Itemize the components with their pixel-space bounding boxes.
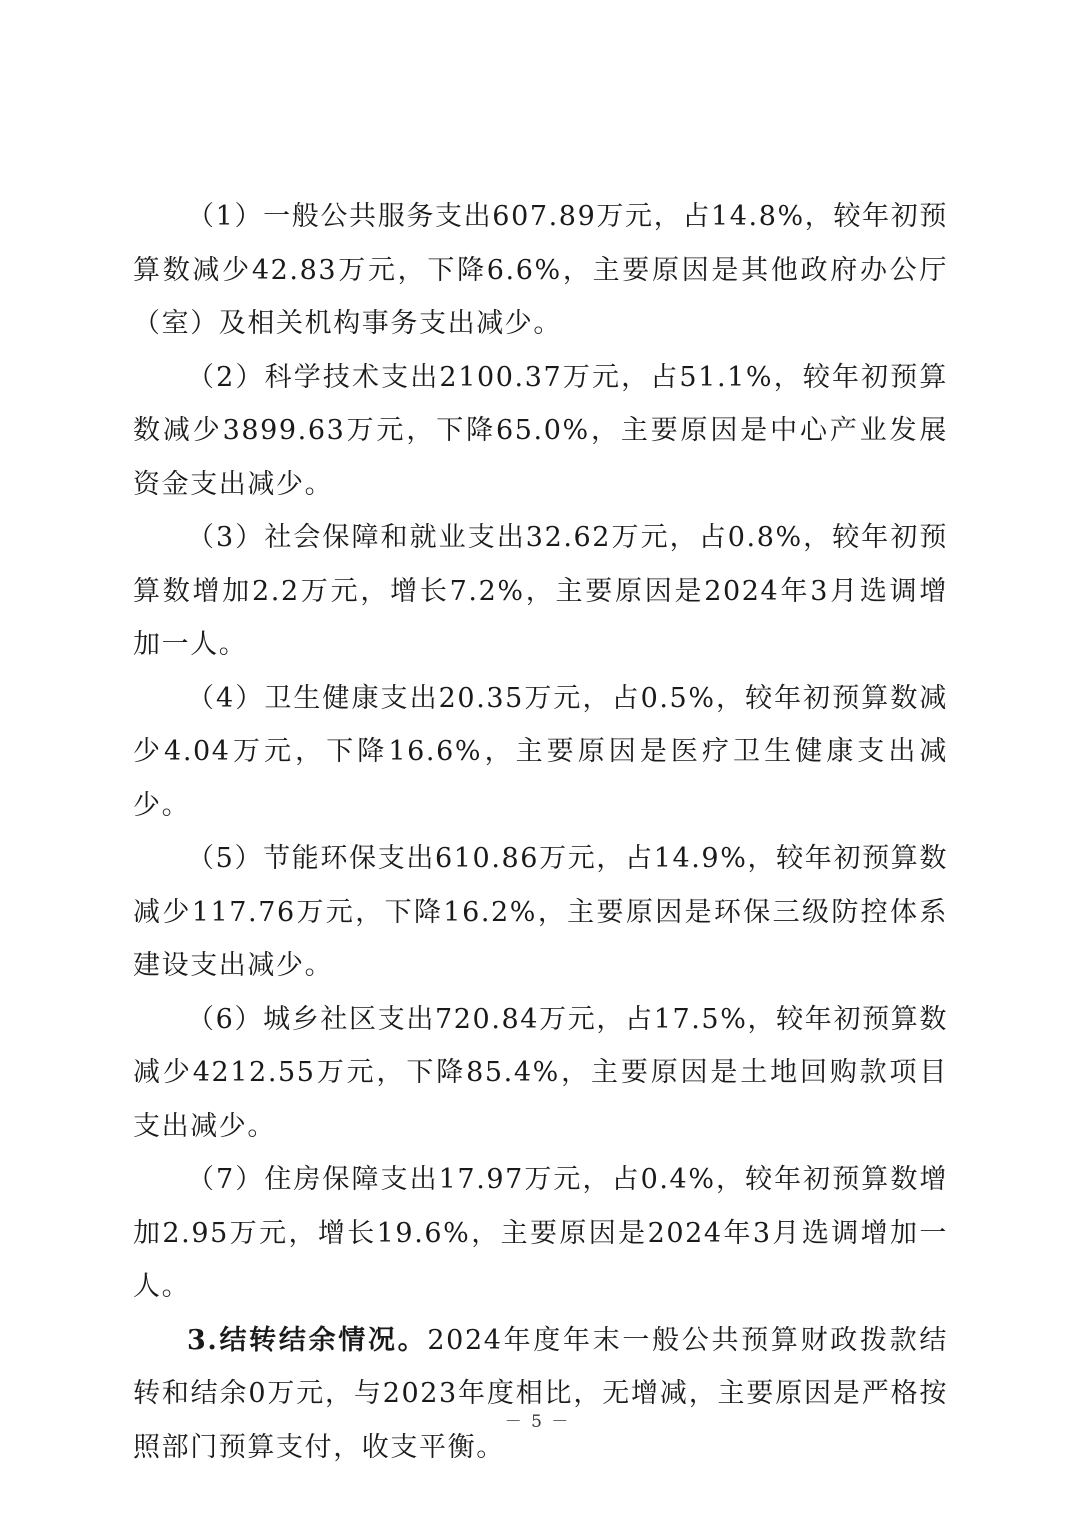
paragraph-carryover [133,1314,948,1475]
carryover-heading: 3.结转结余情况。 [187,1324,428,1356]
carryover-text: 2024年度年末一般公共预算财政拨款结转和结余0万元，与2023年度相比，无增减，主要原因是严格按照部门预算支付，收支平衡。 [133,1324,948,1463]
paragraph-science-technology: （2）科学技术支出2100.37万元，占51.1%，较年初预算数减少3899.63万元，下降65.0%，主要原因是中心产业发展资金支出减少。 [133,361,948,500]
paragraph-housing-security: （7）住房保障支出17.97万元，占0.4%，较年初预算数增加2.95万元，增长19.6%，主要原因是2024年3月选调增加一人。 [133,1164,948,1302]
page-number: － 5 － [504,1412,571,1432]
paragraph-health: （4）卫生健康支出20.35万元，占0.5%，较年初预算数减少4.04万元，下降16.6%，主要原因是医疗卫生健康支出减少。 [133,682,948,821]
document-body [133,190,948,1474]
paragraph-general-public-services: （1）一般公共服务支出607.89万元，占14.8%，较年初预算数减少42.83万元，下降6.6%，主要原因是其他政府办公厅（室）及相关机构事务支出减少。 [133,201,948,339]
paragraph-social-security: （3）社会保障和就业支出32.62万元，占0.8%，较年初预算数增加2.2万元，增长7.2%，主要原因是2024年3月选调增加一人。 [133,522,948,660]
paragraph-urban-rural-community: （6）城乡社区支出720.84万元，占17.5%，较年初预算数减少4212.55万元，下降85.4%，主要原因是土地回购款项目支出减少。 [133,1003,948,1142]
paragraph-energy-environment: （5）节能环保支出610.86万元，占14.9%，较年初预算数减少117.76万元，下降16.2%，主要原因是环保三级防控体系建设支出减少。 [133,843,948,981]
